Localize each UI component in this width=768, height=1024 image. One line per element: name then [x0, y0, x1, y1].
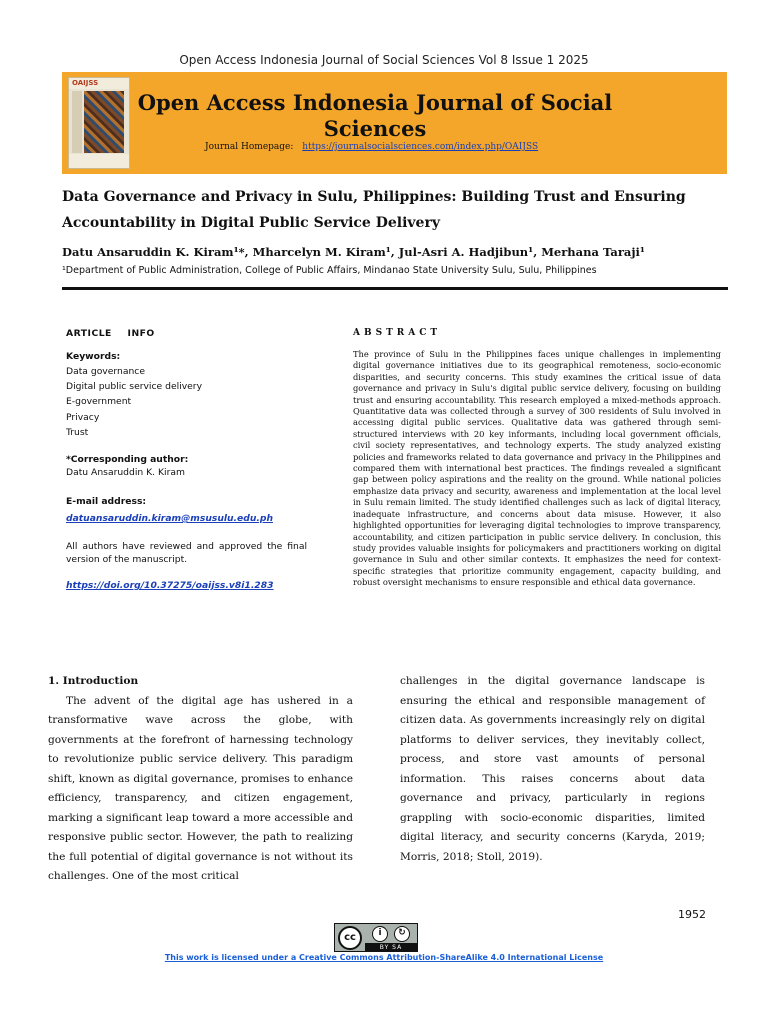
- paper-title: Data Governance and Privacy in Sulu, Philippines: Building Trust and Ensuring Accountability in Digital Public Service Delivery: [62, 189, 686, 231]
- author-email-link[interactable]: datuansaruddin.kiram@msusulu.edu.ph: [66, 513, 274, 525]
- keyword-item: E-government: [66, 396, 132, 408]
- intro-paragraph-left: The advent of the digital age has ushered in a transformative wave across the globe, with governments at the forefront of harnessing technology to revolutionize public service delivery. This paradigm shift, known as digital governance, promises to enhance efficiency, transparency, and citizen engagement, marking a significant leap toward a more accessible and responsive public sector. However, the path to realizing the full potential of digital governance is not without its challenges. One of the most critical: [48, 694, 353, 882]
- homepage-label: Journal Homepage:: [205, 142, 294, 152]
- keyword-item: Trust: [66, 426, 89, 438]
- running-head: Open Access Indonesia Journal of Social Sciences Vol 8 Issue 1 2025: [179, 53, 589, 67]
- homepage-link[interactable]: https://journalsocialsciences.com/index.php/OAIJSS: [302, 142, 539, 152]
- abstract-text: The province of Sulu in the Philippines faces unique challenges in implementing digital governance initiatives due to its geographical remoteness, socio-economic disparities, and security concerns. This study examines the critical issue of data governance and privacy in Sulu's digital public service delivery, focusing on building trust and ensuring accountability. This research employed a mixed-methods approach. Quantitative data was collected through a survey of 300 residents of Sulu involved in accessing digital public services. Qualitative data was gathered through semi-structured interviews with 20 key informants, including local government officials, civil society representatives, and technology experts. The study analyzed existing policies and frameworks related to data governance and privacy in the Philippines and compared them with international best practices. The findings revealed a significant gap between policy aspirations and the reality on the ground. While national policies emphasize data privacy and security, awareness and implementation at the local level in Sulu remain limited. The study identified challenges such as lack of digital literacy, inadequate infrastructure, and concerns about data misuse. However, it also highlighted opportunities for leveraging digital technologies to improve transparency, accountability, and citizen participation in public service delivery. In conclusion, this study provides valuable insights for policymakers and practitioners working on digital governance in Sulu and other similar contexts. It emphasizes the need for context-specific strategies that prioritize community engagement, capacity building, and robust oversight mechanisms to ensure responsible and ethical data governance.: [353, 349, 721, 588]
- keyword-item: Digital public service delivery: [66, 381, 203, 393]
- email-label: E-mail address:: [66, 496, 147, 508]
- abstract-heading: ABSTRACT: [353, 328, 442, 338]
- cover-artwork: [84, 91, 124, 153]
- corresponding-author-label: *Corresponding author:: [66, 454, 189, 466]
- author-list: Datu Ansaruddin K. Kiram¹*, Mharcelyn M. Kiram¹, Jul-Asri A. Hadjibun¹, Merhana Taraji¹: [62, 245, 645, 259]
- cc-badge-strip: [365, 943, 417, 952]
- cover-footer: [69, 154, 129, 168]
- cover-label: OAIJSS: [69, 78, 129, 89]
- corresponding-author-name: Datu Ansaruddin K. Kiram: [66, 467, 185, 479]
- journal-homepage: [205, 142, 538, 152]
- section-heading-introduction: 1. Introduction: [48, 675, 139, 687]
- review-note: All authors have reviewed and approved the final version of the manuscript.: [66, 541, 307, 565]
- cover-side-strip: [72, 91, 82, 153]
- journal-cover-image: [68, 77, 130, 169]
- cc-license-badge[interactable]: [334, 923, 418, 952]
- cc-icon: cc: [338, 926, 362, 950]
- by-label: BY: [379, 944, 390, 951]
- license-link[interactable]: This work is licensed under a Creative Commons Attribution-ShareAlike 4.0 International License: [164, 953, 604, 962]
- sa-label: SA: [392, 944, 403, 951]
- abstract-column: [353, 328, 721, 589]
- journal-title: Open Access Indonesia Journal of Social Sciences: [137, 90, 613, 141]
- affiliation: ¹Department of Public Administration, College of Public Affairs, Mindanao State University Sulu, Sulu, Philippines: [62, 265, 597, 276]
- keyword-item: Privacy: [66, 411, 100, 423]
- body-column-right: challenges in the digital governance landscape is ensuring the ethical and responsible management of citizen data. As governments increasingly rely on digital platforms to deliver services, they inevitably collect, process, and store vast amounts of personal information. This raises concerns about data governance and privacy, particularly in regions grappling with socio-economic disparities, limited digital literacy, and security concerns (Karyda, 2019; Morris, 2018; Stoll, 2019).: [400, 675, 705, 863]
- attribution-icon: i: [372, 926, 388, 942]
- header-divider: [62, 287, 728, 290]
- page-number: 1952: [678, 908, 706, 921]
- keyword-item: Data governance: [66, 366, 145, 377]
- article-info-column: [66, 328, 316, 591]
- keywords-label: Keywords:: [66, 351, 121, 362]
- share-alike-icon: ↻: [394, 926, 410, 942]
- doi-link[interactable]: https://doi.org/10.37275/oaijss.v8i1.283: [66, 580, 274, 592]
- body-column-left: [48, 672, 353, 887]
- article-info-heading: ARTICLE INFO: [66, 328, 155, 339]
